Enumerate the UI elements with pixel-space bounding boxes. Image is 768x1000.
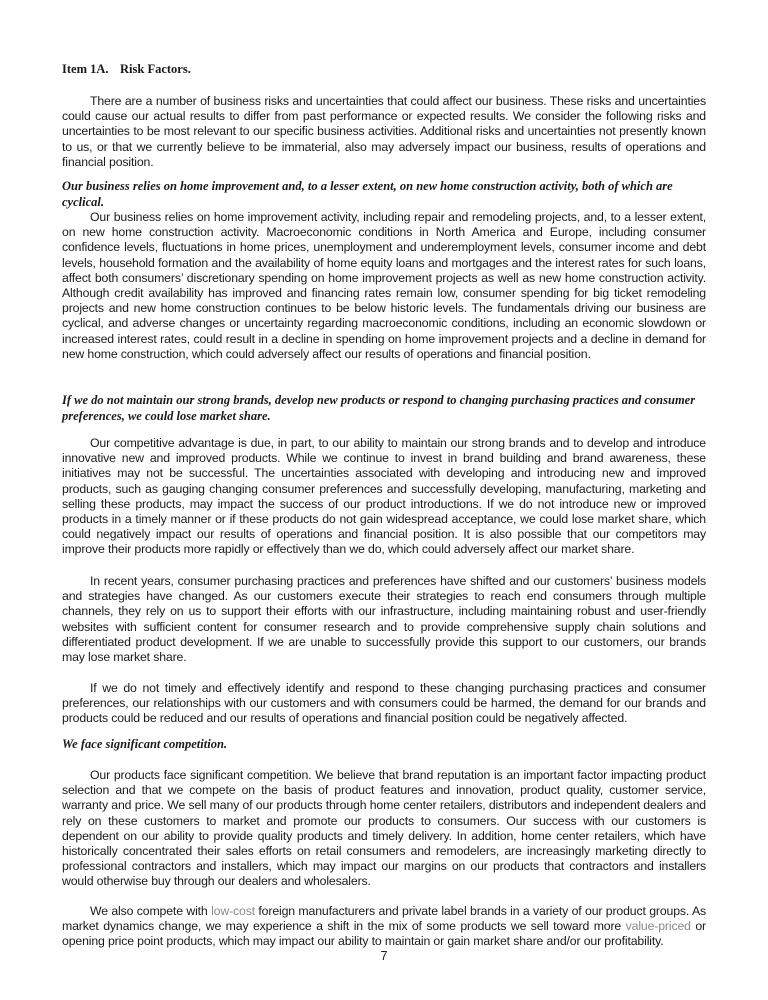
section-heading-competition: We face significant competition. — [62, 737, 228, 751]
page-number: 7 — [380, 949, 388, 963]
item-number: Item 1A. — [62, 62, 109, 76]
item-heading — [62, 62, 191, 77]
section-heading-cyclical: Our business relies on home improvement and, to a lesser extent, on new home construction activity, both of which are cyclical. — [62, 179, 673, 209]
highlighted-term-low-cost: low‑cost — [211, 904, 255, 918]
text-segment: We also compete with — [90, 904, 212, 918]
intro-paragraph: There are a number of business risks and uncertainties that could affect our business. These risks and uncertainties could cause our actual results to differ from past performance or expected results. We consider the following risks and uncertainties to be most relevant to our specific business activities. Additional risks and uncertainties not presently known to us, or that we currently believe to be immaterial, also may adversely impact our business, results of operations and financial position. — [62, 94, 706, 169]
paragraph-competition: Our products face significant competition. We believe that brand reputation is an important factor impacting product selection and that we compete on the basis of product features and innovation, product quality, customer service, warranty and price. We sell many of our products through home center retailers, distributors and independent dealers and rely on these customers to market and promote our products to consumers. Our success with our customers is dependent on our ability to provide quality products and timely delivery. In addition, home center retailers, which have historically concentrated their sales efforts on retail consumers and remodelers, are increasingly marketing directly to professional contractors and installers, which may impact our margins on our products that contractors and installers would otherwise buy through our dealers and wholesalers. — [62, 768, 706, 889]
text-segment: foreign manufacturers and private label brands in a variety of our product groups. As market dynamics change, we may experience a shift in the mix of some products we sell toward more — [62, 904, 706, 934]
paragraph-competitive-advantage: Our competitive advantage is due, in part, to our ability to maintain our strong brands and to develop and introduce innovative new and improved products. While we continue to invest in brand building and brand awareness, these initiatives may not be successful. The uncertainties associated with developing and introducing new and improved products, such as gauging changing consumer preferences and successfully developing, manufacturing, marketing and selling these products, may impact the success of our product introductions. If we do not introduce new or improved products in a timely manner or if these products do not gain widespread acceptance, we could lose market share, which could negatively impact our results of operations and financial position. It is also possible that our competitors may improve their products more rapidly or effectively than we do, which could adversely affect our market share. — [62, 436, 706, 557]
paragraph-purchasing-practices: In recent years, consumer purchasing practices and preferences have shifted and our customers’ business models and strategies have changed. As our customers execute their strategies to reach end consumers through multiple channels, they rely on us to support their efforts with our infrastructure, including maintaining robust and user-friendly websites with sufficient content for consumer research and to provide comprehensive supply chain solutions and differentiated product development. If we are unable to successfully provide this support to our customers, our brands may lose market share. — [62, 574, 706, 665]
paragraph-low-cost-competition — [62, 904, 706, 950]
section-heading-brands: If we do not maintain our strong brands, develop new products or respond to changing purchasing practices and consumer preferences, we could lose market share. — [62, 393, 696, 423]
highlighted-term-value-priced: value‑priced — [625, 919, 691, 934]
paragraph-cyclical: Our business relies on home improvement activity, including repair and remodeling projects, and, to a lesser extent, on new home construction activity. Macroeconomic conditions in North America and Europe, including consumer confidence levels, fluctuations in home prices, unemployment and underemployment levels, consumer income and debt levels, household formation and the availability of home equity loans and mortgages and the interest rates for such loans, affect both consumers’ discretionary spending on home improvement projects as well as new home construction activity. Although credit availability has improved and financing rates remain low, consumer spending for big ticket remodeling projects and new home construction continues to be below historic levels. The fundamentals driving our business are cyclical, and adverse changes or uncertainty regarding macroeconomic conditions, including an economic slowdown or increased interest rates, could result in a decline in spending on home improvement projects and a decline in demand for new home construction, which could adversely affect our results of operations and financial position. — [62, 210, 706, 361]
paragraph-respond-changes: If we do not timely and effectively identify and respond to these changing purchasing practices and consumer preferences, our relationships with our customers and with consumers could be harmed, the demand for our brands and products could be reduced and our results of operations and financial position could be negatively affected. — [62, 681, 706, 726]
item-title: Risk Factors. — [120, 62, 191, 76]
text-segment: or opening price point products, which may impact our ability to maintain or gain market share and/or our profitability. — [62, 919, 706, 949]
